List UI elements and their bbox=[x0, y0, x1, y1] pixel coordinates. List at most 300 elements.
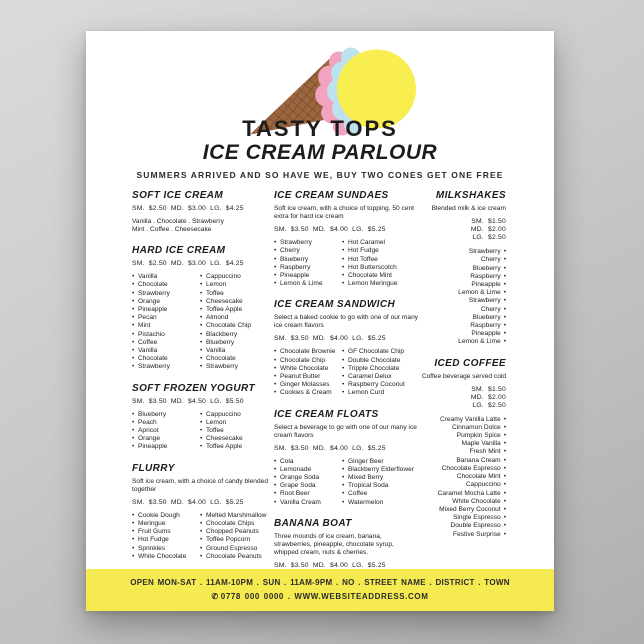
menu-item-label: Pineapple bbox=[138, 306, 168, 314]
menu-column-middle bbox=[274, 190, 420, 581]
bullet: • bbox=[342, 364, 345, 372]
bullet: • bbox=[503, 264, 506, 272]
menu-item bbox=[420, 465, 506, 473]
section-description: Select a beverage to go with one of our many ice cream flavors bbox=[274, 423, 417, 439]
menu-item-label: Vanilla Cream bbox=[280, 498, 321, 506]
menu-item-label: Lemon & Lime bbox=[280, 280, 323, 288]
menu-item bbox=[342, 499, 420, 507]
menu-column-left bbox=[132, 190, 274, 581]
bullet: • bbox=[342, 247, 345, 255]
bullet: • bbox=[200, 552, 203, 560]
menu-item bbox=[132, 273, 200, 281]
menu-item bbox=[132, 435, 200, 443]
section-description: Coffee beverage served cold bbox=[421, 372, 506, 380]
opening-hours-address: OPEN MON-SAT . 11AM-10PM . SUN . 11AM-9PM . NO . STREET NAME . DISTRICT . TOWN bbox=[130, 578, 510, 587]
menu-item bbox=[132, 553, 200, 561]
section-description: Soft ice cream, with a choice of topping. 50 cent extra for hard ice cream bbox=[274, 205, 415, 221]
menu-item bbox=[200, 363, 274, 371]
bullet: • bbox=[274, 263, 277, 271]
bullet: • bbox=[503, 481, 506, 489]
bullet: • bbox=[503, 448, 506, 456]
bullet: • bbox=[503, 456, 506, 464]
menu-item-label: Peach bbox=[138, 418, 157, 426]
menu-item-label: White Chocolate bbox=[138, 552, 187, 560]
bullet: • bbox=[200, 519, 203, 527]
bullet: • bbox=[132, 363, 135, 371]
bullet: • bbox=[274, 348, 277, 356]
menu-item-label: Pecan bbox=[138, 314, 157, 322]
menu-item-label: Hot Toffee bbox=[348, 255, 378, 263]
menu-item bbox=[132, 411, 200, 419]
bullet: • bbox=[200, 427, 203, 435]
menu-item bbox=[342, 381, 420, 389]
bullet: • bbox=[503, 330, 506, 338]
menu-item bbox=[200, 545, 274, 553]
menu-item bbox=[274, 272, 342, 280]
menu-item-label: Peanut Butter bbox=[280, 373, 321, 381]
price-line: SM. $2.50 MD. $3.00 LG. $4.25 bbox=[132, 205, 244, 213]
menu-item bbox=[132, 427, 200, 435]
menu-item-label: Double Chocolate bbox=[348, 356, 401, 364]
menu-item-label: Apricot bbox=[138, 427, 159, 435]
bullet: • bbox=[132, 410, 135, 418]
menu-item-label: Hot Fudge bbox=[348, 247, 379, 255]
item-column bbox=[200, 411, 274, 452]
phone-icon: ✆ bbox=[211, 592, 219, 601]
menu-section-ice-cream-floats bbox=[274, 409, 420, 507]
menu-item bbox=[420, 498, 506, 506]
bullet: • bbox=[200, 528, 203, 536]
menu-item bbox=[420, 338, 506, 346]
menu-item bbox=[132, 347, 200, 355]
bullet: • bbox=[132, 297, 135, 305]
menu-column-right bbox=[420, 190, 506, 581]
item-columns bbox=[132, 273, 274, 371]
menu-item-label: Toffee bbox=[206, 289, 224, 297]
menu-item-label: Cheesecake bbox=[206, 297, 243, 305]
menu-item-label: Chocolate Espresso bbox=[441, 464, 501, 472]
menu-item bbox=[342, 466, 420, 474]
menu-item bbox=[274, 256, 342, 264]
menu-item bbox=[200, 339, 274, 347]
menu-item-label: Lemon & Lime bbox=[458, 338, 501, 346]
menu-section-ice-cream-sundaes bbox=[274, 190, 420, 288]
bullet: • bbox=[503, 440, 506, 448]
price-line: SM. $3.50 MD. $4.00 LG. $5.25 bbox=[274, 226, 386, 234]
section-description: Soft ice cream, with a choice of candy blended together bbox=[132, 477, 268, 493]
menu-item-label: Strawberry bbox=[468, 297, 501, 305]
menu-item bbox=[274, 458, 342, 466]
bullet: • bbox=[503, 473, 506, 481]
bullet: • bbox=[503, 322, 506, 330]
menu-item bbox=[420, 424, 506, 432]
bullet: • bbox=[503, 305, 506, 313]
section-heading: ICED COFFEE bbox=[434, 357, 506, 369]
menu-item bbox=[132, 290, 200, 298]
menu-item-label: Mixed Berry bbox=[348, 474, 384, 482]
menu-item-label: Banana Cream bbox=[456, 456, 501, 464]
bullet: • bbox=[342, 457, 345, 465]
menu-item-label: Double Espresso bbox=[450, 522, 501, 530]
menu-item-label: Melted Marshmallow bbox=[206, 511, 267, 519]
menu-item-label: Strawberry bbox=[138, 363, 170, 371]
menu-item bbox=[420, 416, 506, 424]
menu-item bbox=[200, 273, 274, 281]
menu-item-label: GF Chocolate Chip bbox=[348, 348, 405, 356]
menu-item-label: Blueberry bbox=[472, 313, 501, 321]
menu-section-hard-ice-cream bbox=[132, 245, 274, 371]
bullet: • bbox=[132, 427, 135, 435]
menu-item bbox=[200, 443, 274, 451]
menu-item-label: Cappuccino bbox=[465, 481, 501, 489]
phone-website-text: 0778 000 0000 . WWW.WEBSITEADDRESS.COM bbox=[220, 592, 429, 601]
menu-item bbox=[132, 331, 200, 339]
bullet: • bbox=[200, 273, 203, 281]
bullet: • bbox=[132, 273, 135, 281]
bullet: • bbox=[132, 314, 135, 322]
bullet: • bbox=[200, 330, 203, 338]
menu-item bbox=[342, 490, 420, 498]
menu-item-label: Chocolate Mint bbox=[456, 473, 501, 481]
menu-item-label: Blueberry bbox=[206, 338, 235, 346]
menu-item bbox=[274, 466, 342, 474]
menu-item-label: Caramel Mocha Latte bbox=[437, 489, 501, 497]
menu-item bbox=[200, 435, 274, 443]
menu-item-label: Chocolate bbox=[206, 355, 236, 363]
section-heading: BANANA BOAT bbox=[274, 517, 352, 529]
menu-item bbox=[420, 273, 506, 281]
menu-item bbox=[342, 264, 420, 272]
menu-item-label: Chocolate Chips bbox=[206, 519, 255, 527]
menu-item bbox=[342, 348, 420, 356]
price-line: LG. $2.50 bbox=[472, 401, 506, 409]
menu-section-soft-frozen-yogurt bbox=[132, 383, 274, 452]
bullet: • bbox=[274, 364, 277, 372]
menu-item bbox=[420, 531, 506, 539]
item-column bbox=[132, 512, 200, 561]
menu-item-label: Orange Soda bbox=[280, 474, 320, 482]
bullet: • bbox=[200, 435, 203, 443]
menu-item bbox=[274, 474, 342, 482]
menu-item-label: Tripple Chocolate bbox=[348, 364, 400, 372]
bullet: • bbox=[200, 410, 203, 418]
menu-item-label: Blackberry bbox=[206, 330, 238, 338]
item-list bbox=[420, 416, 506, 539]
menu-item bbox=[274, 264, 342, 272]
bullet: • bbox=[503, 415, 506, 423]
flavor-text-line: Vanilla . Chocolate . Strawberry bbox=[132, 218, 224, 226]
menu-item bbox=[420, 448, 506, 456]
menu-item-label: Lemon Curd bbox=[348, 389, 385, 397]
menu-section-banana-boat bbox=[274, 518, 420, 570]
item-column bbox=[342, 348, 420, 397]
bullet: • bbox=[503, 522, 506, 530]
menu-item-label: Cheesecake bbox=[206, 435, 243, 443]
menu-item-label: Ginger Beer bbox=[348, 457, 384, 465]
menu-item bbox=[420, 506, 506, 514]
menu-item-label: Cappuccino bbox=[206, 273, 241, 281]
menu-item-label: Coffee bbox=[348, 490, 368, 498]
menu-item bbox=[420, 481, 506, 489]
item-columns bbox=[274, 348, 420, 397]
menu-section-flurry bbox=[132, 463, 274, 561]
bullet: • bbox=[342, 381, 345, 389]
item-list bbox=[420, 248, 506, 346]
bullet: • bbox=[200, 306, 203, 314]
price-list bbox=[420, 218, 506, 242]
bullet: • bbox=[503, 272, 506, 280]
bullet: • bbox=[274, 272, 277, 280]
bullet: • bbox=[200, 281, 203, 289]
menu-item bbox=[132, 281, 200, 289]
menu-item-label: Watermelon bbox=[348, 498, 384, 506]
bullet: • bbox=[503, 289, 506, 297]
bullet: • bbox=[342, 373, 345, 381]
menu-item bbox=[274, 357, 342, 365]
bullet: • bbox=[132, 435, 135, 443]
menu-item bbox=[200, 281, 274, 289]
menu-item-label: Almond bbox=[206, 314, 229, 322]
bullet: • bbox=[274, 482, 277, 490]
menu-item-label: Mint bbox=[138, 322, 151, 330]
bullet: • bbox=[274, 373, 277, 381]
bullet: • bbox=[274, 498, 277, 506]
menu-item-label: Chocolate Chip bbox=[206, 322, 252, 330]
section-description: Blended milk & ice cream bbox=[431, 205, 506, 213]
item-column bbox=[132, 273, 200, 371]
menu-item bbox=[420, 248, 506, 256]
menu-item bbox=[420, 514, 506, 522]
menu-item bbox=[342, 247, 420, 255]
bullet: • bbox=[503, 497, 506, 505]
menu-item-label: Mixed Berry Coconut bbox=[439, 505, 501, 513]
menu-item bbox=[200, 355, 274, 363]
menu-section-milkshakes bbox=[420, 190, 506, 346]
menu-item bbox=[342, 239, 420, 247]
bullet: • bbox=[132, 330, 135, 338]
menu-item-label: Lemon Meringue bbox=[348, 280, 398, 288]
menu-item-label: Vanilla bbox=[138, 273, 158, 281]
menu-item-label: Meringue bbox=[138, 519, 166, 527]
bullet: • bbox=[503, 505, 506, 513]
menu-item-label: Chocolate bbox=[138, 355, 168, 363]
menu-item-label: Hot Caramel bbox=[348, 239, 386, 247]
menu-item bbox=[274, 389, 342, 397]
section-heading: HARD ICE CREAM bbox=[132, 245, 226, 257]
menu-poster bbox=[86, 31, 554, 611]
bullet: • bbox=[503, 256, 506, 264]
menu-item-label: Toffee Apple bbox=[206, 306, 243, 314]
menu-item-label: Cola bbox=[280, 457, 294, 465]
menu-item-label: Lemon & Lime bbox=[458, 289, 501, 297]
menu-item bbox=[200, 536, 274, 544]
menu-item bbox=[342, 357, 420, 365]
item-column bbox=[200, 273, 274, 371]
menu-item-label: Lemon bbox=[206, 418, 227, 426]
menu-item bbox=[132, 545, 200, 553]
item-column bbox=[274, 239, 342, 288]
bullet: • bbox=[342, 239, 345, 247]
menu-item-label: Cherry bbox=[280, 247, 300, 255]
menu-item bbox=[420, 473, 506, 481]
footer-band bbox=[86, 569, 554, 611]
menu-item bbox=[200, 347, 274, 355]
bullet: • bbox=[342, 348, 345, 356]
price-line: SM. $1.50 bbox=[471, 218, 506, 226]
menu-section-ice-cream-sandwich bbox=[274, 299, 420, 397]
menu-item-label: Raspberry bbox=[280, 263, 311, 271]
section-description: Three mounds of ice cream, banana, strawberries, pineapple, chocolate syrup, whipped cream, nuts & cherries. bbox=[274, 532, 394, 556]
menu-item bbox=[342, 474, 420, 482]
item-column bbox=[132, 411, 200, 452]
menu-item-label: Festive Surprise bbox=[453, 530, 501, 538]
bullet: • bbox=[132, 322, 135, 330]
price-line: SM. $1.50 bbox=[471, 385, 506, 393]
menu-item-label: Ginger Molasses bbox=[280, 381, 330, 389]
bullet: • bbox=[274, 356, 277, 364]
menu-item bbox=[342, 365, 420, 373]
bullet: • bbox=[200, 314, 203, 322]
bullet: • bbox=[200, 363, 203, 371]
bullet: • bbox=[503, 248, 506, 256]
section-heading: MILKSHAKES bbox=[435, 190, 506, 202]
item-column bbox=[342, 458, 420, 507]
menu-item bbox=[342, 482, 420, 490]
item-column bbox=[274, 348, 342, 397]
menu-item bbox=[274, 499, 342, 507]
menu-item bbox=[342, 458, 420, 466]
menu-item bbox=[132, 363, 200, 371]
bullet: • bbox=[200, 338, 203, 346]
bullet: • bbox=[274, 239, 277, 247]
menu-item-label: Raspberry bbox=[470, 272, 501, 280]
menu-item bbox=[420, 297, 506, 305]
menu-item-label: Pineapple bbox=[138, 443, 168, 451]
bullet: • bbox=[200, 322, 203, 330]
menu-item bbox=[342, 389, 420, 397]
bullet: • bbox=[342, 465, 345, 473]
menu-item bbox=[132, 443, 200, 451]
section-heading: ICE CREAM SANDWICH bbox=[274, 299, 396, 311]
menu-item bbox=[342, 256, 420, 264]
menu-item-label: Chocolate Mint bbox=[348, 272, 392, 280]
bullet: • bbox=[342, 263, 345, 271]
menu-item bbox=[132, 528, 200, 536]
menu-item-label: Strawberry bbox=[468, 248, 501, 256]
menu-item-label: Cherry bbox=[480, 256, 501, 264]
menu-item bbox=[200, 411, 274, 419]
item-columns bbox=[274, 239, 420, 288]
bullet: • bbox=[274, 389, 277, 397]
menu-item-label: Blueberry bbox=[138, 410, 167, 418]
bullet: • bbox=[503, 313, 506, 321]
menu-item-label: White Chocolate bbox=[452, 497, 501, 505]
bullet: • bbox=[274, 280, 277, 288]
menu-item bbox=[132, 355, 200, 363]
menu-item-label: Coffee bbox=[138, 338, 158, 346]
bullet: • bbox=[200, 289, 203, 297]
bullet: • bbox=[200, 347, 203, 355]
item-columns bbox=[132, 512, 274, 561]
price-line: SM. $2.50 MD. $3.00 LG. $4.25 bbox=[132, 260, 244, 268]
menu-item bbox=[342, 373, 420, 381]
menu-item-label: Sprinkles bbox=[138, 544, 166, 552]
menu-item-label: Caramel Delux bbox=[348, 373, 392, 381]
menu-item-label: Raspberry Coconut bbox=[348, 381, 405, 389]
menu-item-label: Maple Vanilla bbox=[461, 440, 501, 448]
section-description: Select a baked cookie to go with one of our many ice cream flavors bbox=[274, 314, 419, 330]
menu-item-label: Raspberry bbox=[470, 322, 501, 330]
menu-item-label: Cappuccino bbox=[206, 410, 241, 418]
bullet: • bbox=[342, 389, 345, 397]
bullet: • bbox=[200, 418, 203, 426]
menu-item bbox=[274, 280, 342, 288]
bullet: • bbox=[503, 464, 506, 472]
menu-item bbox=[420, 457, 506, 465]
bullet: • bbox=[503, 297, 506, 305]
item-columns bbox=[274, 458, 420, 507]
menu-item-label: Chocolate Brownie bbox=[280, 348, 336, 356]
price-line: LG. $2.50 bbox=[472, 234, 506, 242]
menu-item-label: Chocolate bbox=[138, 281, 168, 289]
menu-item bbox=[420, 330, 506, 338]
menu-item-label: Ground Espresso bbox=[206, 544, 258, 552]
section-heading: ICE CREAM SUNDAES bbox=[274, 190, 389, 202]
bullet: • bbox=[342, 356, 345, 364]
flavor-text-line: Mint . Coffee . Cheesecake bbox=[132, 226, 212, 234]
menu-item-label: Toffee Apple bbox=[206, 443, 243, 451]
poster-header bbox=[86, 31, 554, 180]
bullet: • bbox=[132, 347, 135, 355]
bullet: • bbox=[503, 530, 506, 538]
bullet: • bbox=[503, 338, 506, 346]
menu-item-label: Single Espresso bbox=[453, 514, 501, 522]
item-column bbox=[342, 239, 420, 288]
menu-item-label: Orange bbox=[138, 435, 160, 443]
price-line: SM. $3.50 MD. $4.00 LG. $5.25 bbox=[132, 498, 244, 506]
menu-item bbox=[274, 247, 342, 255]
menu-item bbox=[420, 490, 506, 498]
menu-item-label: Strawberry bbox=[280, 239, 312, 247]
price-list bbox=[420, 386, 506, 410]
section-heading: SOFT ICE CREAM bbox=[132, 190, 224, 202]
bullet: • bbox=[274, 490, 277, 498]
menu-item bbox=[132, 520, 200, 528]
menu-item bbox=[420, 440, 506, 448]
menu-item bbox=[420, 306, 506, 314]
menu-item bbox=[420, 522, 506, 530]
price-line: SM. $3.50 MD. $4.50 LG. $5.50 bbox=[132, 397, 244, 405]
contact-line bbox=[86, 592, 554, 601]
promo-tagline: SUMMERS ARRIVED AND SO HAVE WE, BUY TWO CONES GET ONE FREE bbox=[136, 170, 504, 181]
bullet: • bbox=[200, 443, 203, 451]
menu-item bbox=[420, 322, 506, 330]
menu-item-label: Fruit Gums bbox=[138, 528, 171, 536]
menu-item bbox=[200, 331, 274, 339]
bullet: • bbox=[132, 289, 135, 297]
menu-item bbox=[420, 289, 506, 297]
bullet: • bbox=[503, 514, 506, 522]
menu-item bbox=[200, 512, 274, 520]
bullet: • bbox=[132, 519, 135, 527]
menu-body bbox=[86, 180, 554, 581]
menu-item-label: Pineapple bbox=[471, 330, 501, 338]
shop-title: TASTY TOPS bbox=[242, 116, 398, 141]
menu-item bbox=[132, 298, 200, 306]
menu-item-label: Vanilla bbox=[138, 347, 158, 355]
menu-item bbox=[420, 265, 506, 273]
menu-item bbox=[200, 314, 274, 322]
